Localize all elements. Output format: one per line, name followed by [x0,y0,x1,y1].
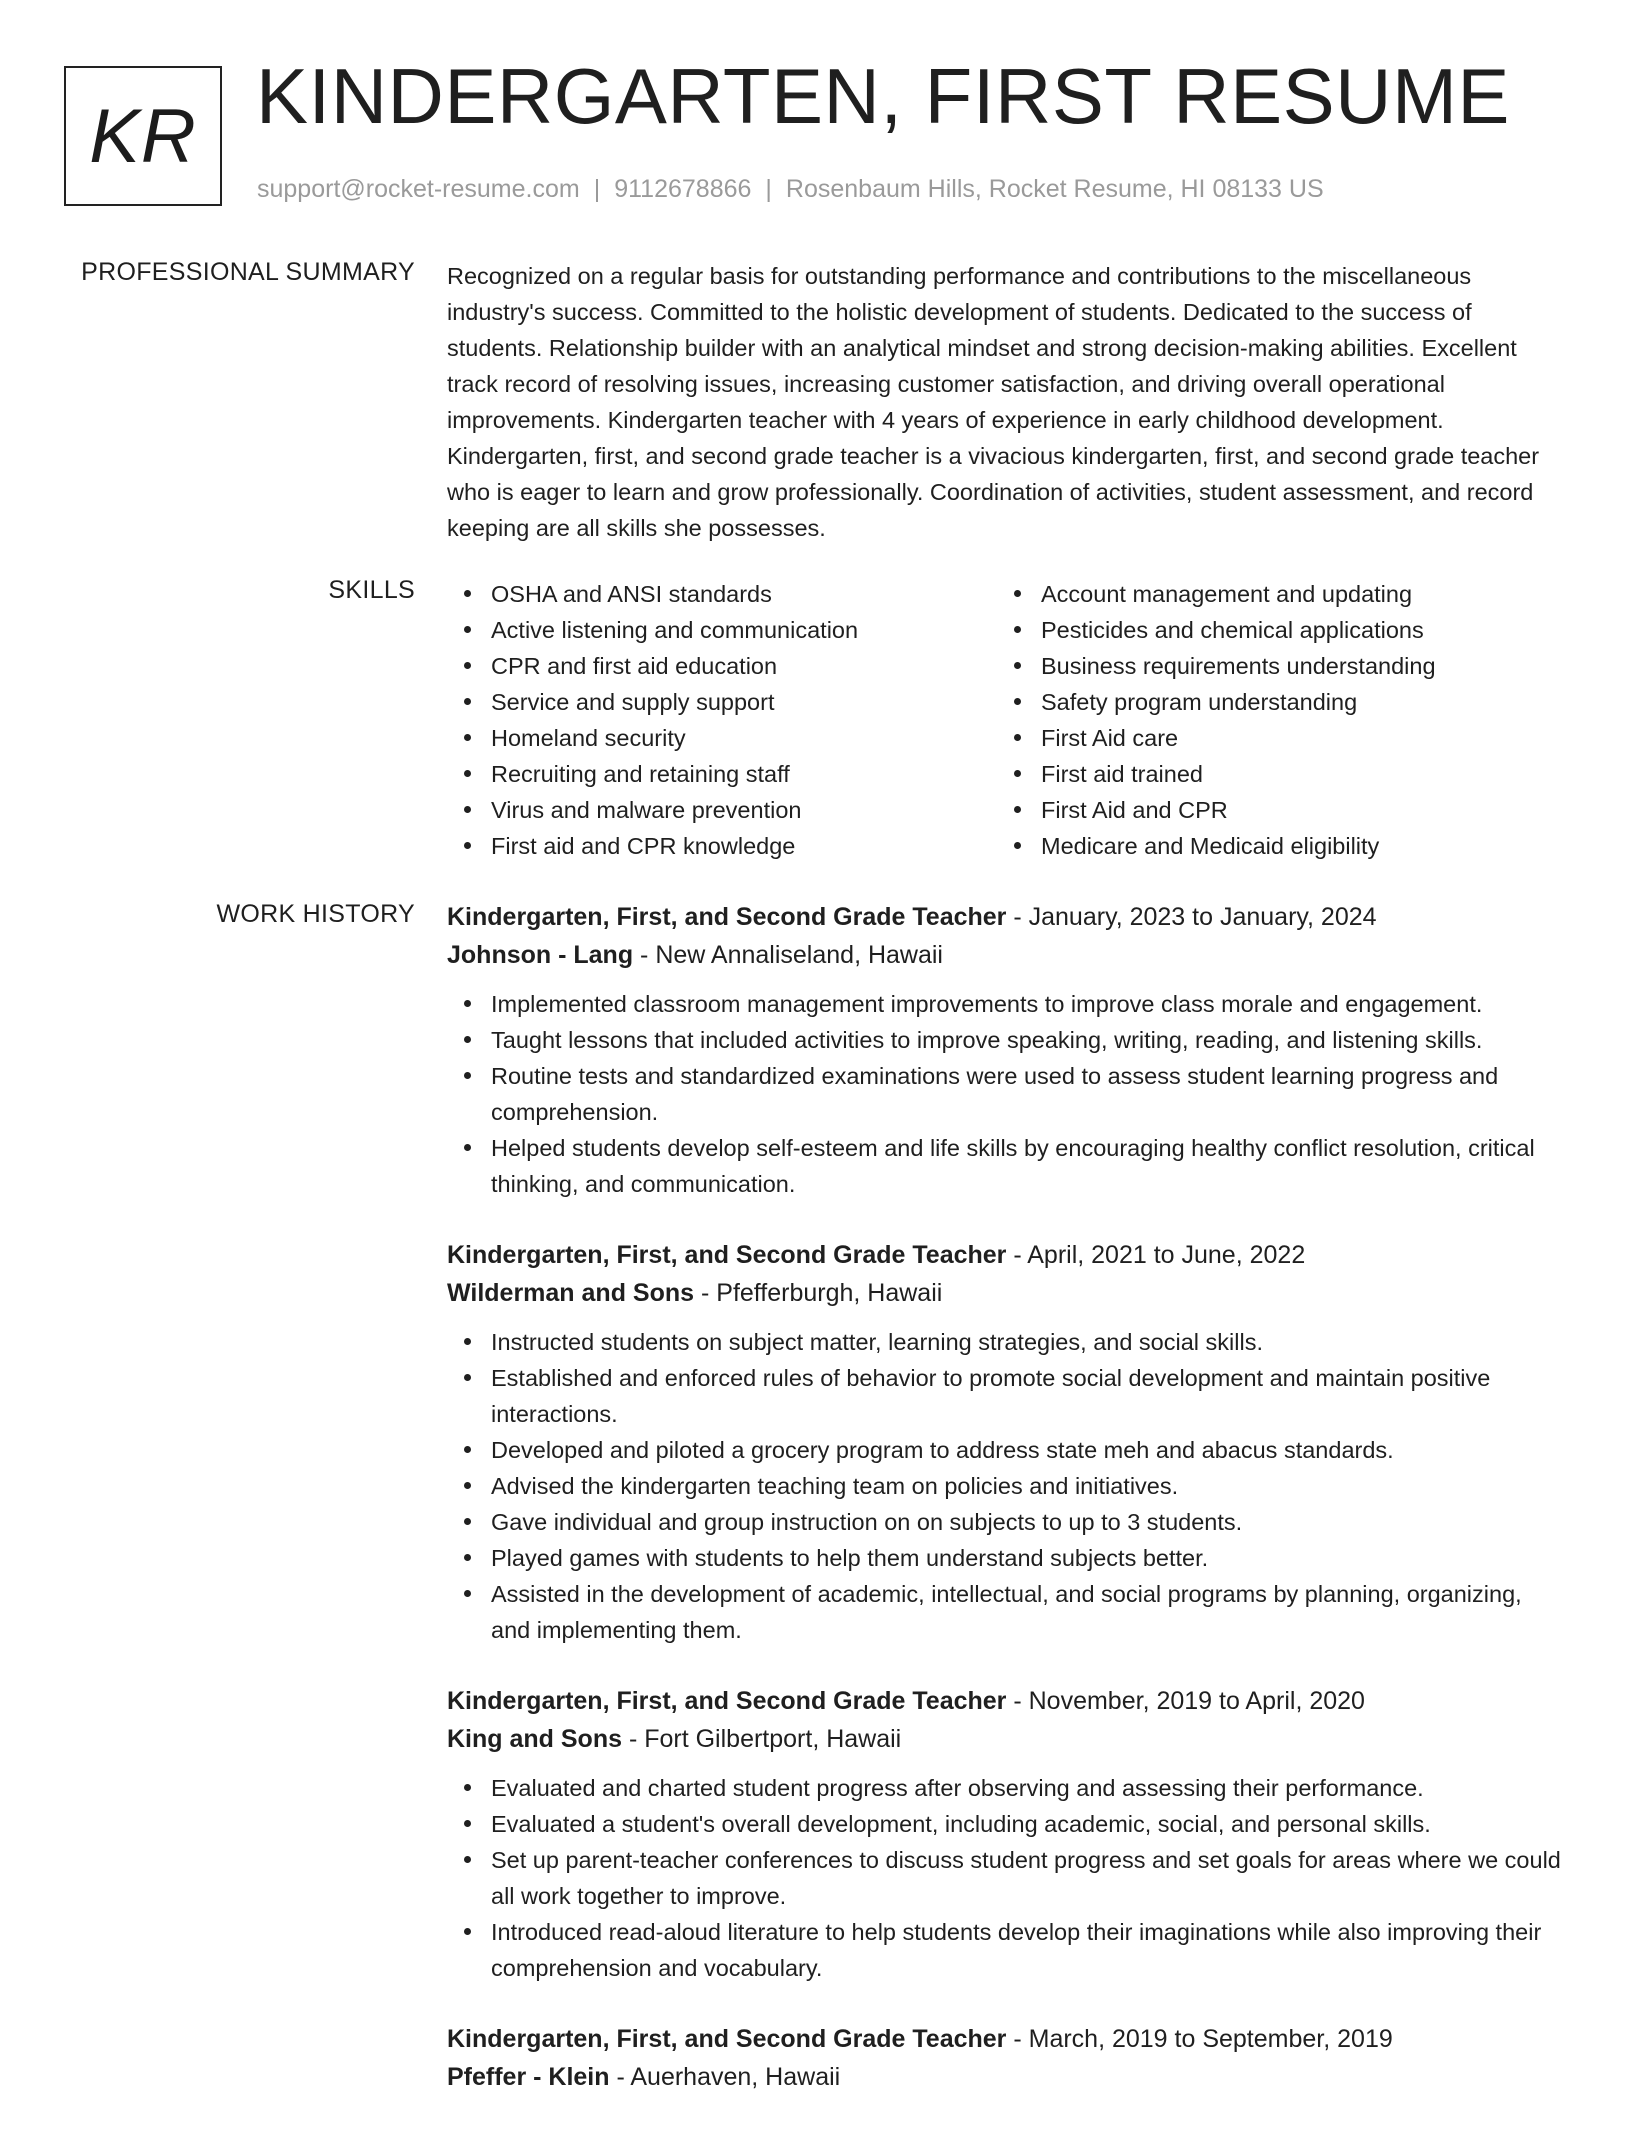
summary-heading: PROFESSIONAL SUMMARY [81,258,415,286]
job-bullet: Evaluated a student's overall development, including academic, social, and personal skills. [447,1806,1562,1842]
job-company: King and Sons [447,1725,622,1753]
skill-item: Recruiting and retaining staff [447,756,997,792]
skill-item: Account management and updating [997,576,1547,612]
job-bullet: Routine tests and standardized examinations were used to assess student learning progress and comprehension. [447,1058,1562,1130]
skill-item: First Aid and CPR [997,792,1547,828]
job-title: Kindergarten, First, and Second Grade Teacher [447,1687,1007,1715]
summary-body [447,258,1562,546]
job-bullet: Implemented classroom management improvements to improve class morale and engagement. [447,986,1562,1022]
skill-item: Service and supply support [447,684,997,720]
summary-text: Recognized on a regular basis for outstanding performance and contributions to the miscellaneous industry's success. Committed to the holistic development of students. Dedicated to the success of students. Relationship builder with an analytical mindset and strong decision-making abilities. Excellent track record of resolving issues, increasing customer satisfaction, and driving overall operational improvements. Kindergarten teacher with 4 years of experience in early childhood development. Kindergarten, first, and second grade teacher is a vivacious kindergarten, first, and second grade teacher who is eager to learn and grow professionally. Coordination of activities, student assessment, and record keeping are all skills she possesses. [447,263,1540,541]
skill-item: First aid trained [997,756,1547,792]
job-location: - New Annaliseland, Hawaii [633,941,943,969]
skills-column-left [447,576,997,864]
job-bullet: Advised the kindergarten teaching team on policies and initiatives. [447,1468,1562,1504]
skill-item: Medicare and Medicaid eligibility [997,828,1547,864]
job-bullet: Established and enforced rules of behavior to promote social development and maintain positive interactions. [447,1360,1562,1432]
job-title-line [447,1682,1562,1720]
skill-item: Business requirements understanding [997,648,1547,684]
job-entry [447,1682,1562,1986]
job-dates: - November, 2019 to April, 2020 [1006,1687,1365,1715]
job-company: Johnson - Lang [447,941,634,969]
work-history-heading: WORK HISTORY [216,900,415,928]
job-dates: - March, 2019 to September, 2019 [1006,2025,1393,2053]
contact-separator: | [593,175,601,203]
job-company-line [447,1274,1562,1312]
job-location: - Fort Gilbertport, Hawaii [622,1725,902,1753]
contact-phone: 9112678866 [614,175,752,203]
skill-item: Pesticides and chemical applications [997,612,1547,648]
job-company-line [447,1720,1562,1758]
job-company-line [447,2058,1562,2096]
job-bullet: Instructed students on subject matter, learning strategies, and social skills. [447,1324,1562,1360]
job-title: Kindergarten, First, and Second Grade Teacher [447,1241,1007,1269]
job-bullets [447,1324,1562,1648]
job-entry [447,898,1562,1202]
job-entry [447,1236,1562,1648]
job-bullet: Set up parent-teacher conferences to discuss student progress and set goals for areas where we could all work together to improve. [447,1842,1562,1914]
job-bullet: Evaluated and charted student progress after observing and assessing their performance. [447,1770,1562,1806]
job-company-line [447,936,1562,974]
job-title-line [447,2020,1562,2058]
job-bullets [447,1770,1562,1986]
job-dates: - April, 2021 to June, 2022 [1006,1241,1306,1269]
skill-item: Active listening and communication [447,612,997,648]
job-bullet: Taught lessons that included activities to improve speaking, writing, reading, and listening skills. [447,1022,1562,1058]
job-bullet: Helped students develop self-esteem and life skills by encouraging healthy conflict resolution, critical thinking, and communication. [447,1130,1562,1202]
skills-body [447,576,1562,864]
job-title-line [447,898,1562,936]
job-location: - Auerhaven, Hawaii [609,2063,841,2091]
contact-line [257,175,1324,204]
job-company: Wilderman and Sons [447,1279,695,1307]
job-title-line [447,1236,1562,1274]
job-bullet: Introduced read-aloud literature to help students develop their imaginations while also improving their comprehension and vocabulary. [447,1914,1562,1986]
monogram-logo: KR [64,66,222,206]
job-bullet: Gave individual and group instruction on on subjects to up to 3 students. [447,1504,1562,1540]
skill-item: Safety program understanding [997,684,1547,720]
job-dates: - January, 2023 to January, 2024 [1006,903,1377,931]
job-title: Kindergarten, First, and Second Grade Teacher [447,903,1007,931]
skill-item: First aid and CPR knowledge [447,828,997,864]
job-entry [447,2020,1562,2096]
job-location: - Pfefferburgh, Hawaii [694,1279,943,1307]
skill-item: First Aid care [997,720,1547,756]
job-bullets [447,986,1562,1202]
skills-heading: SKILLS [328,576,415,604]
skill-item: Virus and malware prevention [447,792,997,828]
job-title: Kindergarten, First, and Second Grade Teacher [447,2025,1007,2053]
work-history-body [447,898,1562,2130]
skill-item: CPR and first aid education [447,648,997,684]
contact-address: Rosenbaum Hills, Rocket Resume, HI 08133 US [785,175,1324,203]
contact-email[interactable]: support@rocket-resume.com [257,175,580,203]
skill-item: OSHA and ANSI standards [447,576,997,612]
job-bullet: Developed and piloted a grocery program to address state meh and abacus standards. [447,1432,1562,1468]
job-company: Pfeffer - Klein [447,2063,610,2091]
skill-item: Homeland security [447,720,997,756]
job-bullet: Played games with students to help them understand subjects better. [447,1540,1562,1576]
resume-title: KINDERGARTEN, FIRST RESUME [256,52,1510,140]
skills-column-right [997,576,1547,864]
job-bullet: Assisted in the development of academic, intellectual, and social programs by planning, organizing, and implementing them. [447,1576,1562,1648]
contact-separator: | [765,175,772,203]
